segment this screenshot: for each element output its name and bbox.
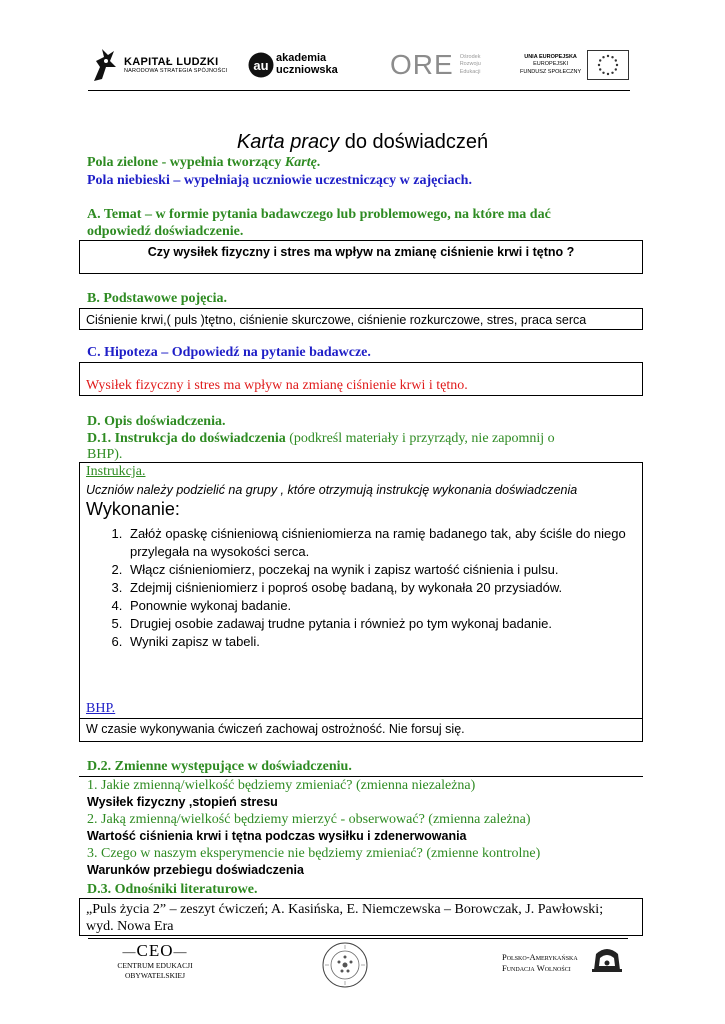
ore-logo [390, 40, 481, 90]
bell-icon [590, 944, 624, 974]
intro-green-italic: Kartę [284, 155, 317, 170]
step-item: 2. Włącz ciśnieniomierz, poczekaj na wynik i zapisz wartość ciśnienia i pulsu. [126, 561, 646, 579]
bhp-label: BHP. [86, 701, 116, 716]
round-seal-icon [320, 940, 370, 990]
section-d2-heading: D.2. Zmienne występujące w doświadczeniu. [87, 759, 352, 774]
akademia-circle-icon [248, 52, 274, 78]
step-item: 3. Zdejmij ciśnieniomierz i poproś osobę badaną, by wykonała 20 przysiadów. [126, 579, 646, 597]
ue-line3: FUNDUSZ SPOŁECZNY [520, 68, 582, 75]
section-b-box[interactable] [79, 308, 643, 330]
section-a-content: Czy wysiłek fizyczny i stres ma wpływ na zmianę ciśnienie krwi i tętno ? [147, 245, 575, 259]
variable-answer-2[interactable]: Wartość ciśnienia krwi i tętna podczas wysiłku i zdenerwowania [87, 829, 467, 843]
section-a-heading-2: odpowiedź doświadczenie. [87, 224, 244, 239]
reference-line-1: „Puls życia 2” – zeszyt ćwiczeń; A. Kasińska, E. Niemczewska – Borowczak, J. Pawłowski; [86, 902, 604, 917]
pafw-logo [502, 952, 578, 974]
variable-question-2: 2. Jaką zmienną/wielkość będziemy mierzyć - obserwować? (zmienna zależna) [87, 812, 531, 827]
ore-line1: Ośrodek [459, 53, 481, 60]
section-d-heading: D. Opis doświadczenia. [87, 414, 226, 429]
akademia-uczniowska-logo [248, 40, 338, 90]
ceo-logo: —CEO— CENTRUM EDUKACJI OBYWATELSKIEJ [90, 942, 220, 981]
references-box[interactable] [79, 898, 643, 936]
variable-question-3: 3. Czego w naszym eksperymencie nie będziemy zmieniać? (zmienne kontrolne) [87, 846, 541, 861]
step-item: 5. Drugiej osobie zadawaj trudne pytania i również po tym wykonaj badanie. [126, 615, 646, 633]
step-item: 4. Ponownie wykonaj badanie. [126, 597, 646, 615]
section-c-content: Wysiłek fizyczny i stres ma wpływ na zmianę ciśnienie krwi i tętno. [86, 378, 468, 393]
kapital-ludzki-subtitle: NARODOWA STRATEGIA SPÓJNOŚCI [124, 68, 228, 75]
steps-list [86, 525, 646, 651]
header-logos [88, 40, 633, 92]
d1-normal: (podkreśl materiały i przyrządy, nie zapomnij o [285, 431, 555, 446]
section-a-box[interactable] [79, 240, 643, 274]
ue-line1: UNIA EUROPEJSKA [524, 54, 577, 61]
title-italic: Karta pracy [236, 131, 340, 153]
ore-line2: Rozwoju [459, 61, 481, 68]
wykonanie-heading: Wykonanie: [86, 499, 180, 519]
section-c-box[interactable] [79, 362, 643, 396]
variable-answer-1[interactable]: Wysiłek fizyczny ,stopień stresu [87, 795, 278, 809]
section-c-heading: C. Hipoteza – Odpowiedź na pytanie badawcze. [87, 345, 371, 360]
step-item: 6. Wyniki zapisz w tabeli. [126, 633, 646, 651]
bhp-divider [80, 718, 642, 719]
kapital-ludzki-title: KAPITAŁ LUDZKI [124, 55, 219, 68]
ceo-name: CENTRUM EDUKACJI OBYWATELSKIEJ [117, 961, 193, 980]
akademia-line2: uczniowska [276, 64, 338, 76]
header-divider [88, 90, 630, 91]
ore-logo-text: ORE [390, 49, 454, 80]
footer-divider [88, 938, 628, 939]
intro-blue: Pola niebieski – wypełniają uczniowie uczestniczący w zajęciach. [87, 173, 472, 188]
ore-line3: Edukacji [459, 68, 481, 75]
intro-green-prefix: Pola zielone - wypełnia tworzący [87, 155, 285, 170]
title-rest: do doświadczeń [339, 131, 489, 153]
intro-green [87, 155, 320, 171]
reference-line-2: wyd. Nowa Era [86, 919, 174, 934]
instruction-box[interactable] [79, 462, 643, 742]
step-item: 1. Załóż opaskę ciśnieniową ciśnieniomierza na ramię badanego tak, aby ściśle do niego przylegała na wysokości serca. [126, 525, 646, 561]
akademia-line1: akademia [276, 52, 327, 65]
variable-answer-3[interactable]: Warunków przebiegu doświadczenia [87, 863, 304, 877]
instruction-text: Uczniów należy podzielić na grupy , które otrzymują instrukcję wykonania doświadczenia [86, 483, 578, 497]
section-b-heading: B. Podstawowe pojęcia. [87, 291, 227, 306]
pafw-line1: Polsko-Amerykańska [502, 952, 578, 962]
kapital-ludzki-icon [92, 45, 118, 85]
section-d1-heading [87, 431, 555, 463]
d1-bold: D.1. Instrukcja do doświadczenia [87, 431, 286, 446]
ue-logo [520, 40, 629, 90]
svg-text:au: au [253, 58, 269, 73]
pafw-line2: Fundacja Wolności [502, 963, 571, 973]
variables-block [87, 777, 642, 879]
eu-flag-icon [587, 50, 629, 80]
page-title [0, 131, 725, 154]
ceo-logo-text: CEO [136, 941, 174, 960]
kapital-ludzki-logo [92, 40, 227, 90]
ue-line2: EUROPEJSKI [533, 61, 568, 68]
d1-normal-2: BHP). [87, 447, 123, 462]
intro-green-suffix: . [316, 155, 321, 170]
section-a-heading-1: A. Temat – w formie pytania badawczego lub problemowego, na które ma dać [87, 207, 551, 222]
section-d3-heading: D.3. Odnośniki literaturowe. [87, 882, 258, 897]
bhp-text: W czasie wykonywania ćwiczeń zachowaj ostrożność. Nie forsuj się. [86, 722, 465, 736]
instruction-label: Instrukcja. [86, 464, 146, 479]
section-b-content: Ciśnienie krwi,( puls )tętno, ciśnienie skurczowe, ciśnienie rozkurczowe, stres, praca serca [86, 313, 587, 327]
variable-question-1: 1. Jakie zmienną/wielkość będziemy zmieniać? (zmienna niezależna) [87, 778, 476, 793]
